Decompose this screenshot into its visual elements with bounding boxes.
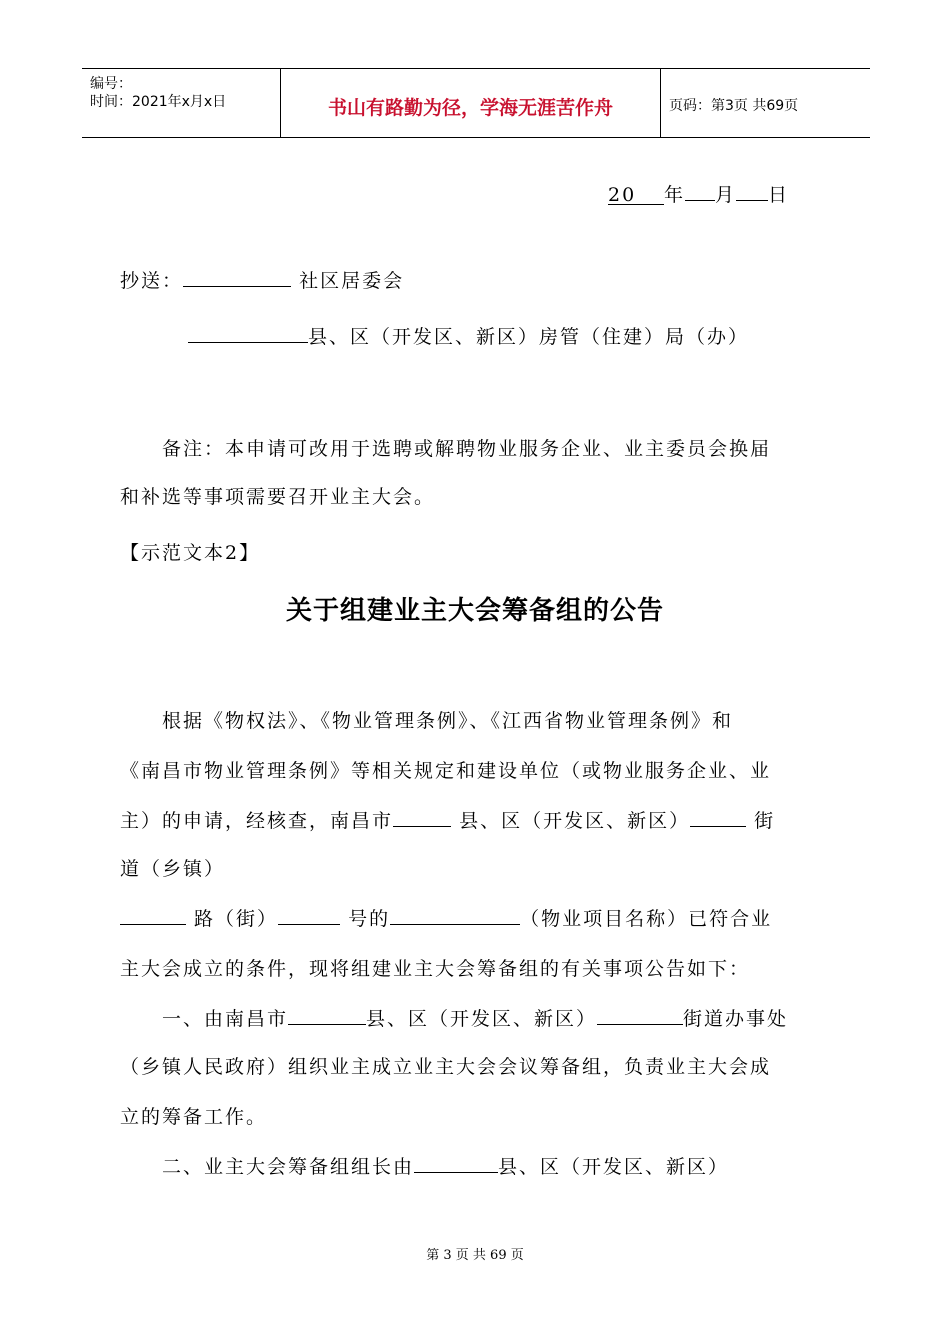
header-motto: 书山有路勤为径，学海无涯苦作舟 — [327, 97, 613, 119]
note-line-2: 和补选等事项需要召开业主大会。 — [120, 486, 436, 508]
document-number: 编号： — [90, 76, 132, 92]
sample-label: 【示范文本2】 — [120, 542, 261, 564]
body-p3-line-1: 二、业主大会筹备组组长由 县、区（开发区、新区） — [162, 1152, 729, 1179]
date-year-blank: 20 — [608, 184, 664, 205]
date-line: 20 年 月 日 — [608, 180, 789, 207]
body-p1-line-3: 主）的申请，经核查，南昌市 县、区（开发区、新区） 街 — [120, 806, 775, 833]
note-line-1: 备注：本申请可改用于选聘或解聘物业服务企业、业主委员会换届 — [162, 438, 772, 460]
header-page-info: 页码：第3页 共69页 — [669, 98, 799, 114]
header-motto-cell — [281, 69, 661, 137]
page-header — [82, 68, 870, 138]
body-p1-line-4: 道（乡镇） — [120, 858, 226, 880]
page-footer: 第 3 页 共 69 页 — [426, 1248, 524, 1263]
body-p1-line-2: 《南昌市物业管理条例》等相关规定和建设单位（或物业服务企业、业 — [120, 760, 772, 782]
document-title: 关于组建业主大会筹备组的公告 — [285, 596, 664, 626]
body-p1-line-5: 路（街） 号的 （物业项目名称）已符合业 — [120, 904, 772, 931]
body-p2-line-3: 立的筹备工作。 — [120, 1106, 268, 1128]
body-p2-line-2: （乡镇人民政府）组织业主成立业主大会会议筹备组，负责业主大会成 — [120, 1056, 772, 1078]
header-page-cell — [661, 69, 870, 137]
cc-line-2: 县、区（开发区、新区）房管（住建）局（办） — [188, 322, 749, 349]
body-p1-line-6: 主大会成立的条件，现将组建业主大会筹备组的有关事项公告如下： — [120, 958, 751, 980]
header-meta-cell — [82, 69, 281, 137]
body-p1-line-1: 根据《物权法》、《物业管理条例》、《江西省物业管理条例》和 — [162, 710, 734, 732]
date-month-blank — [685, 180, 715, 201]
cc-blank-1 — [183, 266, 291, 287]
cc-line-1: 抄送： 社区居委会 — [120, 266, 404, 293]
cc-blank-2 — [188, 322, 308, 343]
document-time: 时间：2021年x月x日 — [90, 94, 227, 110]
body-p2-line-1: 一、由南昌市 县、区（开发区、新区） 街道办事处 — [162, 1004, 788, 1031]
date-day-blank — [736, 180, 768, 201]
